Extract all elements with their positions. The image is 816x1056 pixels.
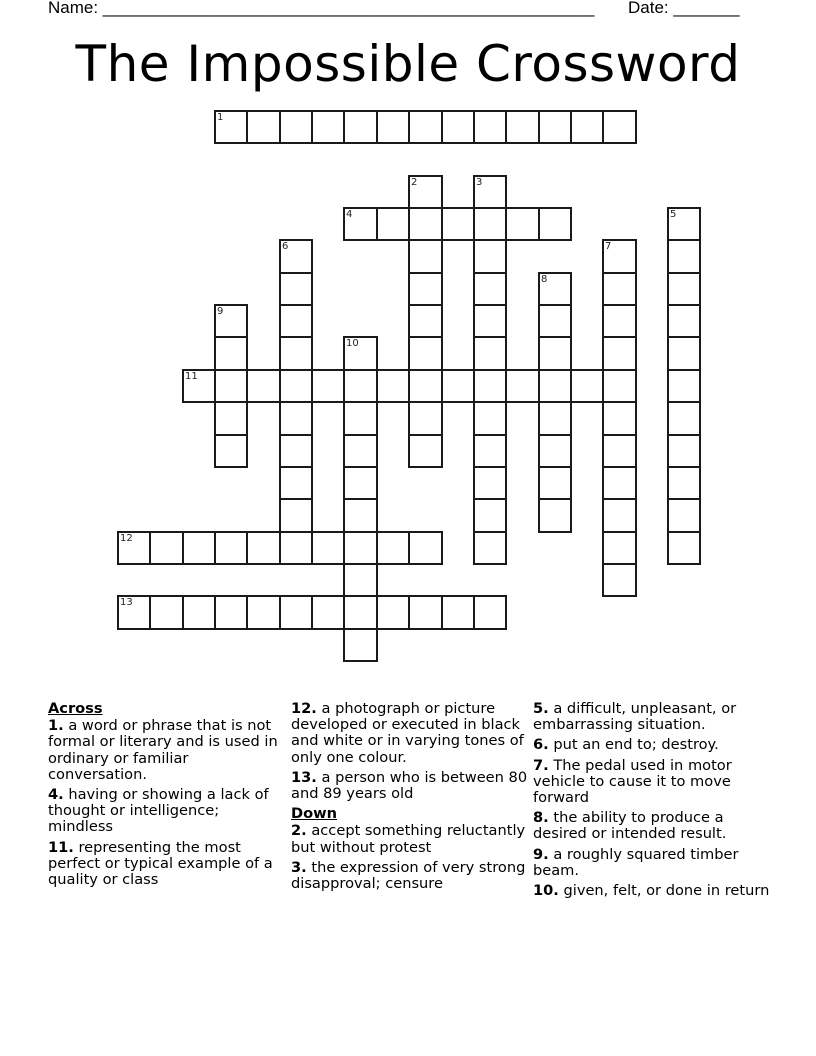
clue-number-label: 6 <box>282 241 289 252</box>
crossword-cell[interactable] <box>246 531 281 565</box>
crossword-cell[interactable] <box>279 336 313 371</box>
crossword-cell[interactable] <box>473 595 507 630</box>
crossword-cell[interactable] <box>408 434 443 468</box>
clue-number: 9. <box>533 845 549 863</box>
clue-down-5 <box>533 701 773 733</box>
clue-text: a difficult, unpleasant, or embarrassing situation. <box>533 700 737 734</box>
crossword-cell[interactable] <box>667 434 701 468</box>
crossword-cell[interactable] <box>602 563 637 597</box>
crossword-cell[interactable] <box>408 369 443 403</box>
clue-down-2 <box>291 823 531 855</box>
clue-number-label: 7 <box>605 241 612 252</box>
page-title: The Impossible Crossword <box>75 35 741 93</box>
crossword-cell[interactable] <box>149 531 184 565</box>
crossword-cell[interactable] <box>538 110 572 144</box>
crossword-cell[interactable] <box>667 531 701 565</box>
crossword-cell[interactable] <box>473 336 507 371</box>
crossword-cell[interactable] <box>538 434 572 468</box>
crossword-cell[interactable] <box>117 531 151 565</box>
crossword-cell[interactable] <box>538 207 572 241</box>
clue-number: 2. <box>291 822 307 840</box>
crossword-cell[interactable] <box>214 336 248 371</box>
crossword-cell[interactable] <box>343 498 378 533</box>
crossword-cell[interactable] <box>279 531 313 565</box>
crossword-cell[interactable] <box>441 369 475 403</box>
crossword-cell[interactable] <box>473 272 507 306</box>
crossword-cell[interactable] <box>473 369 507 403</box>
crossword-cell[interactable] <box>538 304 572 338</box>
crossword-cell[interactable] <box>408 239 443 274</box>
crossword-cell[interactable] <box>538 466 572 500</box>
crossword-cell[interactable] <box>214 369 248 403</box>
crossword-cell[interactable] <box>441 110 475 144</box>
clue-number: 11. <box>48 838 74 856</box>
crossword-cell[interactable] <box>343 628 378 662</box>
crossword-cell[interactable] <box>473 110 507 144</box>
crossword-cell[interactable] <box>117 595 151 630</box>
crossword-cell[interactable] <box>279 595 313 630</box>
crossword-cell[interactable] <box>473 498 507 533</box>
clue-text: a roughly squared timber beam. <box>533 845 739 879</box>
date-field[interactable]: Date: _______ <box>628 0 740 17</box>
crossword-cell[interactable] <box>473 239 507 274</box>
crossword-cell[interactable] <box>667 498 701 533</box>
crossword-cell[interactable] <box>505 207 540 241</box>
clue-across-12 <box>291 701 531 766</box>
crossword-cell[interactable] <box>246 369 281 403</box>
crossword-cell[interactable] <box>343 434 378 468</box>
clue-text: representing the most perfect or typical example of a quality or class <box>48 838 273 889</box>
clue-number: 13. <box>291 768 317 786</box>
clue-across-4 <box>48 787 284 836</box>
crossword-cell[interactable] <box>343 207 378 241</box>
crossword-cell[interactable] <box>473 304 507 338</box>
crossword-cell[interactable] <box>570 110 604 144</box>
crossword-cell[interactable] <box>538 272 572 306</box>
crossword-cell[interactable] <box>667 336 701 371</box>
crossword-cell[interactable] <box>279 434 313 468</box>
clue-text: the ability to produce a desired or intended result. <box>533 809 727 843</box>
crossword-cell[interactable] <box>376 595 410 630</box>
clue-number: 1. <box>48 717 64 735</box>
crossword-cell[interactable] <box>538 498 572 533</box>
crossword-cell[interactable] <box>214 401 248 436</box>
clue-number: 12. <box>291 700 317 717</box>
clue-number: 4. <box>48 786 64 804</box>
crossword-cell[interactable] <box>343 466 378 500</box>
clue-number: 10. <box>533 882 559 900</box>
clue-text: put an end to; destroy. <box>553 736 719 754</box>
crossword-cell[interactable] <box>473 466 507 500</box>
crossword-cell[interactable] <box>473 531 507 565</box>
crossword-cell[interactable] <box>441 595 475 630</box>
crossword-cell[interactable] <box>667 369 701 403</box>
down-heading: Down <box>291 805 338 823</box>
crossword-cell[interactable] <box>408 272 443 306</box>
crossword-cell[interactable] <box>667 207 701 241</box>
crossword-cell[interactable] <box>214 595 248 630</box>
clue-text: The pedal used in motor vehicle to cause it to move forward <box>533 756 732 807</box>
crossword-cell[interactable] <box>408 175 443 209</box>
crossword-cell[interactable] <box>214 110 248 144</box>
crossword-cell[interactable] <box>343 531 378 565</box>
clue-text: accept something reluctantly but without protest <box>291 822 526 856</box>
crossword-cell[interactable] <box>376 110 410 144</box>
clue-text: a person who is between 80 and 89 years old <box>291 768 528 803</box>
clue-text: given, felt, or done in return <box>563 882 770 900</box>
crossword-cell[interactable] <box>602 304 637 338</box>
crossword-cell[interactable] <box>667 239 701 274</box>
clue-down-9 <box>533 847 773 879</box>
clue-number-label: 1 <box>217 112 224 123</box>
clue-number-label: 9 <box>217 306 224 317</box>
clue-across-1 <box>48 718 284 783</box>
crossword-cell[interactable] <box>182 531 216 565</box>
crossword-cell[interactable] <box>311 531 345 565</box>
clue-number-label: 11 <box>185 371 198 382</box>
crossword-cell[interactable] <box>182 369 216 403</box>
crossword-cell[interactable] <box>279 239 313 274</box>
crossword-cell[interactable] <box>279 466 313 500</box>
crossword-cell[interactable] <box>408 531 443 565</box>
crossword-cell[interactable] <box>279 304 313 338</box>
crossword-cell[interactable] <box>473 207 507 241</box>
clue-number: 7. <box>533 756 549 774</box>
clues-column-2 <box>291 701 531 896</box>
crossword-cell[interactable] <box>602 110 637 144</box>
crossword-cell[interactable] <box>538 369 572 403</box>
crossword-cell[interactable] <box>473 401 507 436</box>
clue-across-11 <box>48 840 284 889</box>
clue-across-13 <box>291 770 531 802</box>
crossword-cell[interactable] <box>408 207 443 241</box>
crossword-cell[interactable] <box>214 434 248 468</box>
crossword-cell[interactable] <box>473 434 507 468</box>
crossword-cell[interactable] <box>602 239 637 274</box>
clue-number-label: 5 <box>670 209 677 220</box>
crossword-cell[interactable] <box>376 369 410 403</box>
crossword-cell[interactable] <box>408 401 443 436</box>
crossword-cell[interactable] <box>667 466 701 500</box>
clue-text: a photograph or picture developed or executed in black and white or in varying tones of only one colour. <box>291 700 524 766</box>
crossword-cell[interactable] <box>602 369 637 403</box>
crossword-cell[interactable] <box>505 110 540 144</box>
crossword-cell[interactable] <box>408 304 443 338</box>
crossword-cell[interactable] <box>343 401 378 436</box>
clue-text: the expression of very strong disapproval; censure <box>291 858 526 893</box>
crossword-cell[interactable] <box>214 531 248 565</box>
crossword-cell[interactable] <box>279 401 313 436</box>
crossword-cell[interactable] <box>602 531 637 565</box>
clue-number-label: 8 <box>541 274 548 285</box>
crossword-cell[interactable] <box>408 595 443 630</box>
crossword-cell[interactable] <box>602 498 637 533</box>
crossword-cell[interactable] <box>602 336 637 371</box>
clue-number-label: 2 <box>411 177 418 188</box>
clue-number: 3. <box>291 858 307 876</box>
crossword-cell[interactable] <box>538 401 572 436</box>
clue-down-10 <box>533 883 773 899</box>
crossword-cell[interactable] <box>214 304 248 338</box>
crossword-cell[interactable] <box>376 207 410 241</box>
crossword-cell[interactable] <box>343 336 378 371</box>
crossword-cell[interactable] <box>667 272 701 306</box>
crossword-cell[interactable] <box>182 595 216 630</box>
crossword-cell[interactable] <box>343 369 378 403</box>
clue-down-7 <box>533 758 773 807</box>
crossword-cell[interactable] <box>343 563 378 597</box>
clue-down-6 <box>533 737 773 753</box>
clues-column-3 <box>533 701 773 903</box>
across-heading: Across <box>48 700 103 717</box>
crossword-cell[interactable] <box>667 401 701 436</box>
crossword-cell[interactable] <box>279 110 313 144</box>
clue-number-label: 12 <box>120 533 133 544</box>
crossword-cell[interactable] <box>246 110 281 144</box>
crossword-cell[interactable] <box>602 466 637 500</box>
clue-number: 8. <box>533 809 549 827</box>
crossword-cell[interactable] <box>667 304 701 338</box>
crossword-cell[interactable] <box>408 336 443 371</box>
crossword-cell[interactable] <box>408 110 443 144</box>
crossword-cell[interactable] <box>602 272 637 306</box>
crossword-cell[interactable] <box>343 110 378 144</box>
crossword-cell[interactable] <box>279 272 313 306</box>
clue-number-label: 3 <box>476 177 483 188</box>
crossword-cell[interactable] <box>376 531 410 565</box>
crossword-cell[interactable] <box>570 369 604 403</box>
crossword-cell[interactable] <box>279 498 313 533</box>
clue-number: 5. <box>533 700 549 717</box>
clue-number: 6. <box>533 736 549 754</box>
clue-text: having or showing a lack of thought or intelligence; mindless <box>48 786 269 836</box>
name-field[interactable]: Name: ____________________________________________________ <box>48 0 595 17</box>
crossword-cell[interactable] <box>311 110 345 144</box>
crossword-cell[interactable] <box>311 369 345 403</box>
clues-column-1 <box>48 701 284 892</box>
crossword-cell[interactable] <box>505 369 540 403</box>
crossword-cell[interactable] <box>343 595 378 630</box>
crossword-cell[interactable] <box>149 595 184 630</box>
clue-number-label: 13 <box>120 597 133 608</box>
clue-number-label: 10 <box>346 338 359 349</box>
crossword-cell[interactable] <box>602 401 637 436</box>
crossword-cell[interactable] <box>538 336 572 371</box>
clue-down-3 <box>291 860 531 892</box>
clue-down-8 <box>533 810 773 842</box>
crossword-cell[interactable] <box>473 175 507 209</box>
clue-text: a word or phrase that is not formal or literary and is used in ordinary or familiar conversation. <box>48 717 278 783</box>
crossword-cell[interactable] <box>311 595 345 630</box>
crossword-cell[interactable] <box>441 207 475 241</box>
crossword-cell[interactable] <box>602 434 637 468</box>
crossword-cell[interactable] <box>246 595 281 630</box>
crossword-cell[interactable] <box>279 369 313 403</box>
clue-number-label: 4 <box>346 209 353 220</box>
